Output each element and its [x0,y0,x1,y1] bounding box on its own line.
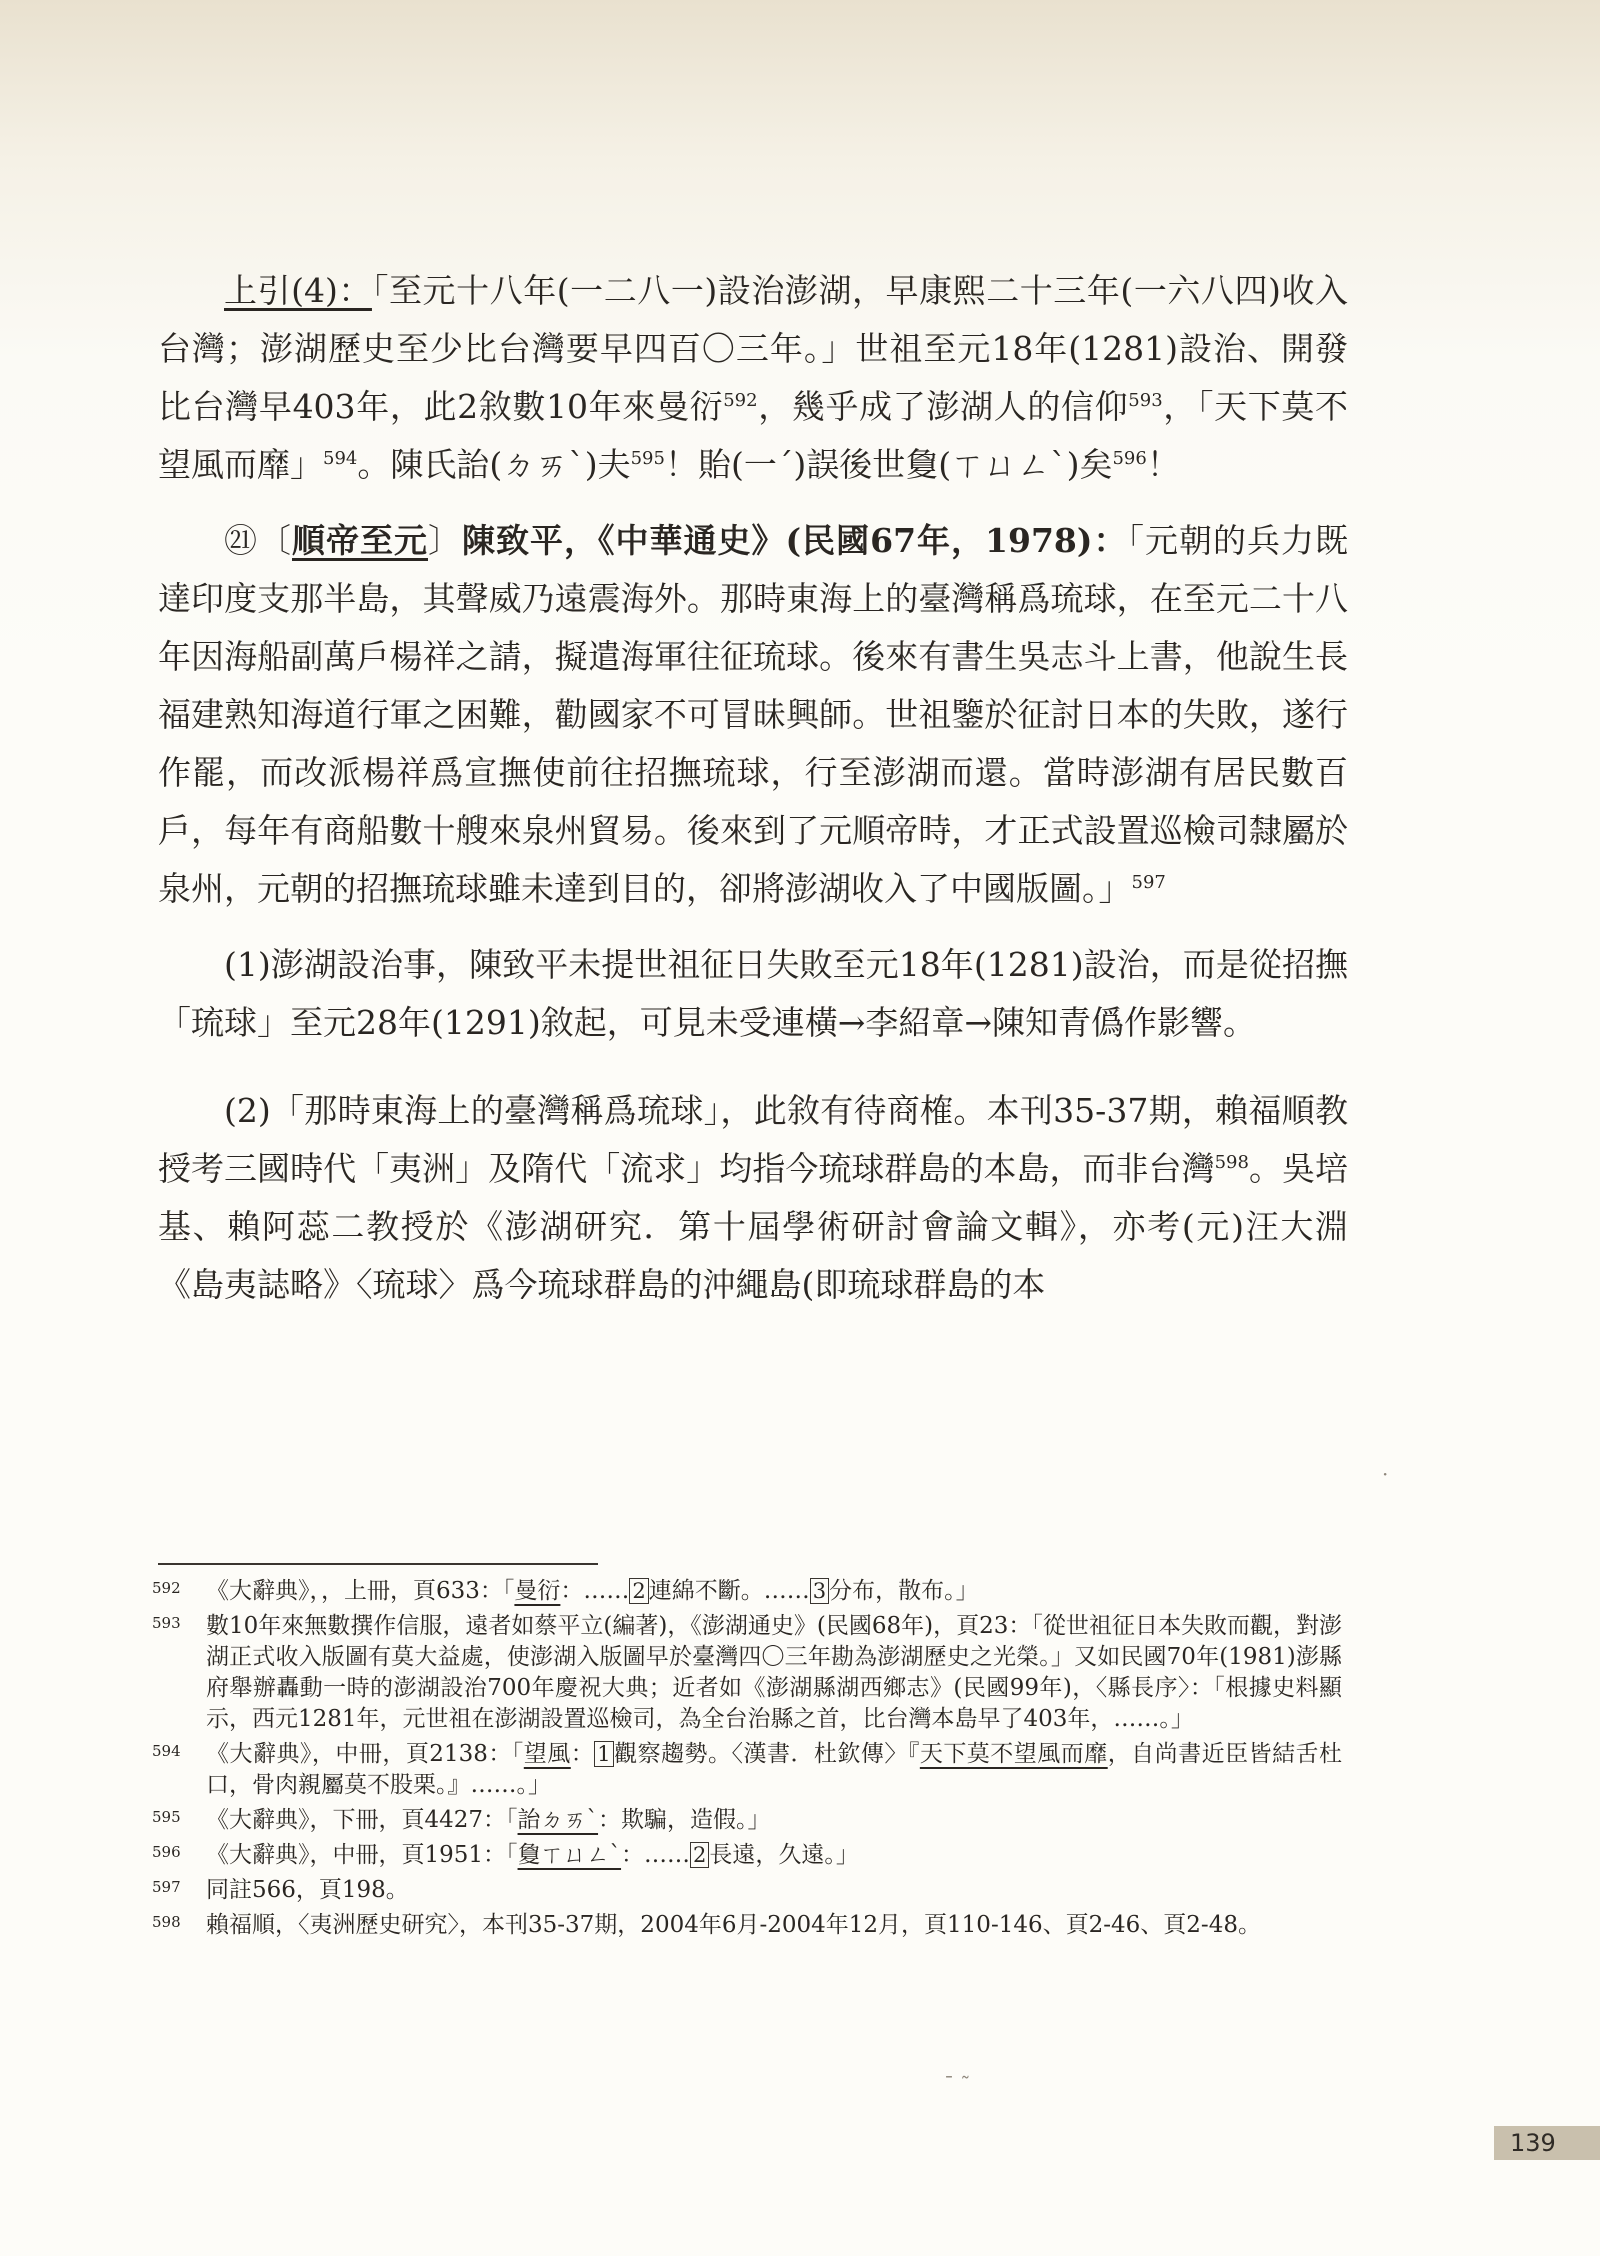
bracket-close: 〕 [428,521,462,560]
footnote-number: 592 [152,1579,181,1597]
sense-number-box: 2 [690,1842,709,1868]
footnote-596 [152,1840,1342,1871]
term: 詒ㄉㄞˋ [517,1807,599,1833]
footnote-number: 597 [152,1878,181,1896]
footnote-ref-592[interactable]: 592 [723,390,758,411]
section-heading: 陳致平，《中華通史》(民國67年，1978)： [462,521,1128,560]
paragraph-section-21 [158,512,1348,918]
paragraph-citation-4 [158,262,1348,494]
footnote-ref-596[interactable]: 596 [1112,448,1147,469]
footnote-text: 《大辭典》，，上冊，頁633：「曼衍：…… 2 連綿不斷。…… 3 分布，散布。」 [206,1578,979,1604]
footnote-ref-593[interactable]: 593 [1128,390,1163,411]
quotation-text: 「元朝的兵力既達印度支那半島，其聲威乃遠震海外。那時東海上的臺灣稱爲琉球，在至元二十八年因海船副萬戶楊祥之請，擬遣海軍往征琉球。後來有書生吳志斗上書，他說生長福建熟知海道行軍之困難，勸國家不可冒昧興師。世祖鑒於征討日本的失敗，遂行作罷，而改派楊祥爲宣撫使前往招撫琉球，行至澎湖而還。當時澎湖有居民數百戶，每年有商船數十艘來泉州貿易。後來到了元順帝時，才正式設置巡檢司隸屬於泉州，元朝的招撫琉球雖未達到目的，卻將澎湖收入了中國版圖。」 [158,521,1348,908]
paragraph-text: ，幾乎成了澎湖人的信仰 [757,387,1129,426]
footnote-number: 596 [152,1843,181,1861]
footnote-text: 同註566，頁198。 [206,1877,409,1903]
footnote-number: 594 [152,1742,181,1760]
quoted-phrase: 天下莫不望風而靡 [919,1741,1108,1767]
paragraph-text: ！ [1146,445,1180,484]
scan-speck: · [1382,1462,1389,1486]
term: 望風 [523,1741,571,1767]
bracket-open: 〔 [258,521,292,560]
term: 敻ㄒㄩㄥˋ [517,1842,622,1868]
footnote-ref-598[interactable]: 598 [1214,1152,1249,1173]
footnote-592 [152,1576,1342,1607]
footnote-text: 《大辭典》，中冊，頁2138：「望風： 1 觀察趨勢。〈漢書．杜欽傳〉『天下莫不望風而靡，自尚書近臣皆結舌杜口，骨肉親屬莫不股栗。』……。」 [206,1741,1343,1798]
footnote-593 [152,1611,1342,1735]
footnote-594 [152,1739,1342,1801]
term: 曼衍 [514,1578,561,1604]
footnote-595 [152,1805,1342,1836]
paragraph-text: 「至元十八年(一二八一)設治澎湖，早康熙二十三年(一六八四)收入台灣；澎湖歷史至少比台灣要早四百〇三年。」世祖至元18年(1281)設治、開發比台灣早403年，此2敘數10年來曼衍 [158,271,1349,426]
footnote-text: 數10年來無數撰作信服，遠者如蔡平立(編著)，《澎湖通史》(民國68年)，頁23：「從世祖征日本失敗而觀，對澎湖正式收入版圖有莫大益處，使澎湖入版圖早於臺灣四〇三年勘為澎湖歷史之光榮。」又如民國70年(1981)澎縣府舉辦轟動一時的澎湖設治700年慶祝大典；近者如《澎湖縣湖西鄉志》(民國99年)，〈縣長序〉：「根據史料顯示，西元1281年，元世祖在澎湖設置巡檢司，為全台治縣之首，比台灣本島早了403年，……。」 [206,1613,1342,1732]
paragraph-note-2 [158,1082,1348,1314]
paragraph-note-1: (1)澎湖設治事，陳致平未提世祖征日失敗至元18年(1281)設治，而是從招撫「琉球」至元28年(1291)敘起，可見未受連橫→李紹章→陳知青僞作影響。 [158,945,1348,1042]
sense-number-box: 1 [594,1741,613,1767]
footnote-598 [152,1910,1342,1941]
section-marker: ㉑ [224,521,258,560]
footnote-number: 593 [152,1614,181,1632]
main-text [158,262,1348,1314]
section-period: 順帝至元 [292,521,428,560]
footnote-text: 《大辭典》，中冊，頁1951：「敻ㄒㄩㄥˋ：…… 2 長遠，久遠。」 [206,1842,859,1868]
footnote-number: 598 [152,1913,181,1931]
page-number: 139 [1494,2126,1600,2160]
paragraph-text: 。陳氏詒(ㄉㄞˋ)夫 [357,445,631,484]
citation-label: 上引(4)： [224,271,372,310]
footnote-ref-595[interactable]: 595 [630,448,665,469]
sense-number-box: 3 [810,1578,829,1604]
footnote-597 [152,1875,1342,1906]
footnote-number: 595 [152,1808,181,1826]
footnote-ref-597[interactable]: 597 [1131,872,1166,893]
footnote-text: 《大辭典》，下冊，頁4427：「詒ㄉㄞˋ：欺騙，造假。」 [206,1807,771,1833]
paragraph-text: ，「天下莫不望風而靡」 [158,387,1349,484]
sense-number-box: 2 [629,1578,648,1604]
footnote-text: 賴福順，〈夷洲歷史研究〉，本刊35-37期，2004年6月-2004年12月，頁110-146、頁2-46、頁2-48。 [206,1912,1261,1938]
footnote-ref-594[interactable]: 594 [323,448,358,469]
footnotes [152,1576,1342,1945]
scan-speck: ˉ ˜ [944,2072,971,2096]
paragraph-text: ！貽(一ˊ)誤後世敻(ㄒㄩㄥˋ)矣 [664,445,1113,484]
paragraph-text: (2)「那時東海上的臺灣稱爲琉球」，此敘有待商榷。本刊35-37期，賴福順教授考三國時代「夷洲」及隋代「流求」均指今琉球群島的本島，而非台灣 [158,1091,1348,1188]
footnote-divider [158,1563,598,1565]
paragraph-text: 。吳培基、賴阿蕊二教授於《澎湖研究．第十屆學術研討會論文輯》，亦考(元)汪大淵《島夷誌略》〈琉球〉爲今琉球群島的沖繩島(即琉球群島的本 [158,1149,1349,1304]
